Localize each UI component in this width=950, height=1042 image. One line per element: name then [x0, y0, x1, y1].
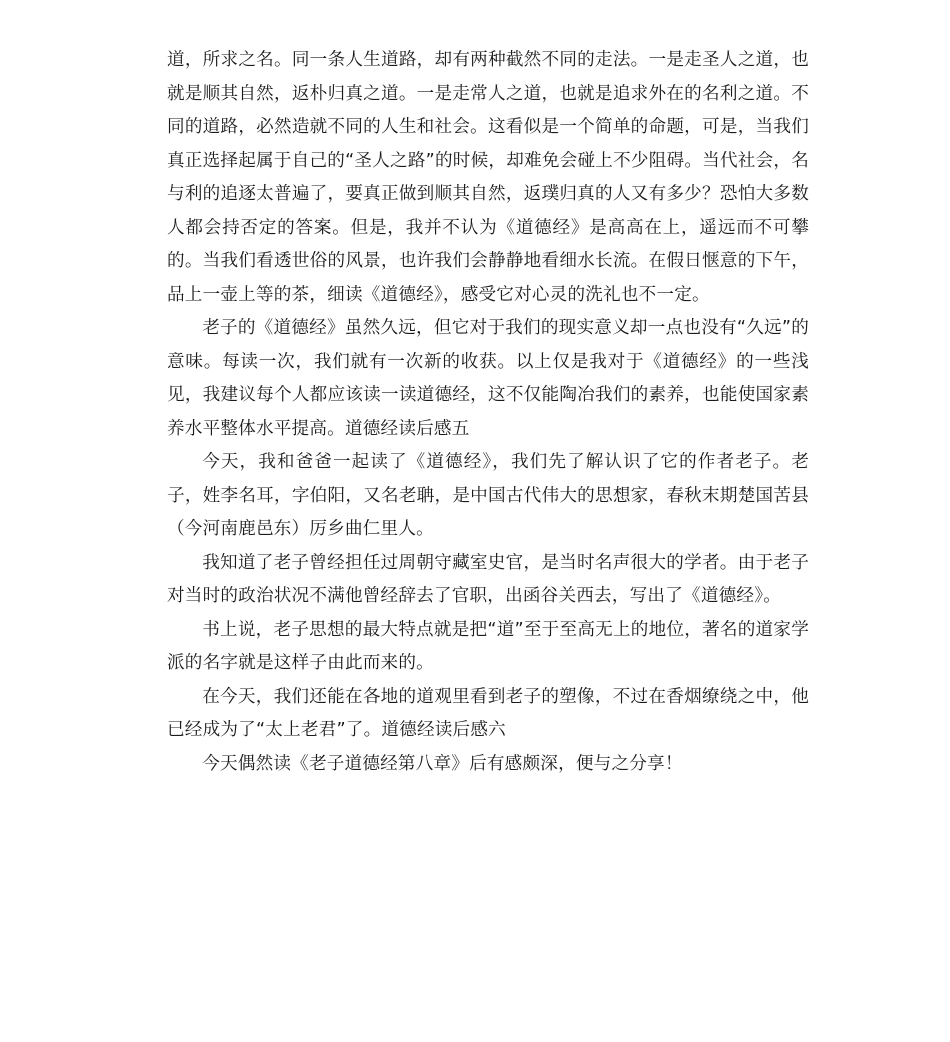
paragraph-2: 老子的《道德经》虽然久远，但它对于我们的现实意义却一点也没有“久远”的意味。每读一次，我们就有一次新的收获。以上仅是我对于《道德经》的一些浅见，我建议每个人都应该读一读道德经，这不仅能陶冶我们的素养，也能使国家素养水平整体水平提高。道德经读后感五 [167, 318, 809, 439]
paragraph-7: 今天偶然读《老子道德经第八章》后有感颇深，便与之分享！ [202, 753, 683, 774]
paragraph-5: 书上说，老子思想的最大特点就是把“道”至于至高无上的地位，著名的道家学派的名字就是这样子由此而来的。 [167, 619, 809, 673]
paragraph-3: 今天，我和爸爸一起读了《道德经》，我们先了解认识了它的作者老子。老子，姓李名耳，字伯阳，又名老聃，是中国古代伟大的思想家，春秋末期楚国苦县（今河南鹿邑东）厉乡曲仁里人。 [167, 452, 809, 539]
paragraph-4: 我知道了老子曾经担任过周朝守藏室史官，是当时名声很大的学者。由于老子对当时的政治状况不满他曾经辞去了官职，出函谷关西去，写出了《道德经》。 [167, 552, 809, 606]
paragraph-1: 道，所求之名。同一条人生道路，却有两种截然不同的走法。一是走圣人之道，也就是顺其自然，返朴归真之道。一是走常人之道，也就是追求外在的名利之道。不同的道路，必然造就不同的人生和社会。这看似是一个简单的命题，可是，当我们真正选择起属于自己的“圣人之路”的时候，却难免会碰上不少阻碍。当代社会，名与利的追逐太普遍了，要真正做到顺其自然，返璞归真的人又有多少？恐怕大多数人都会持否定的答案。但是，我并不认为《道德经》是高高在上，遥远而不可攀的。当我们看透世俗的风景，也许我们会静静地看细水长流。在假日惬意的下午，品上一壶上等的茶，细读《道德经》，感受它对心灵的洗礼也不一定。 [167, 50, 809, 305]
document-body [167, 44, 809, 781]
paragraph-6: 在今天，我们还能在各地的道观里看到老子的塑像，不过在香烟缭绕之中，他已经成为了“太上老君”了。道德经读后感六 [167, 686, 809, 740]
